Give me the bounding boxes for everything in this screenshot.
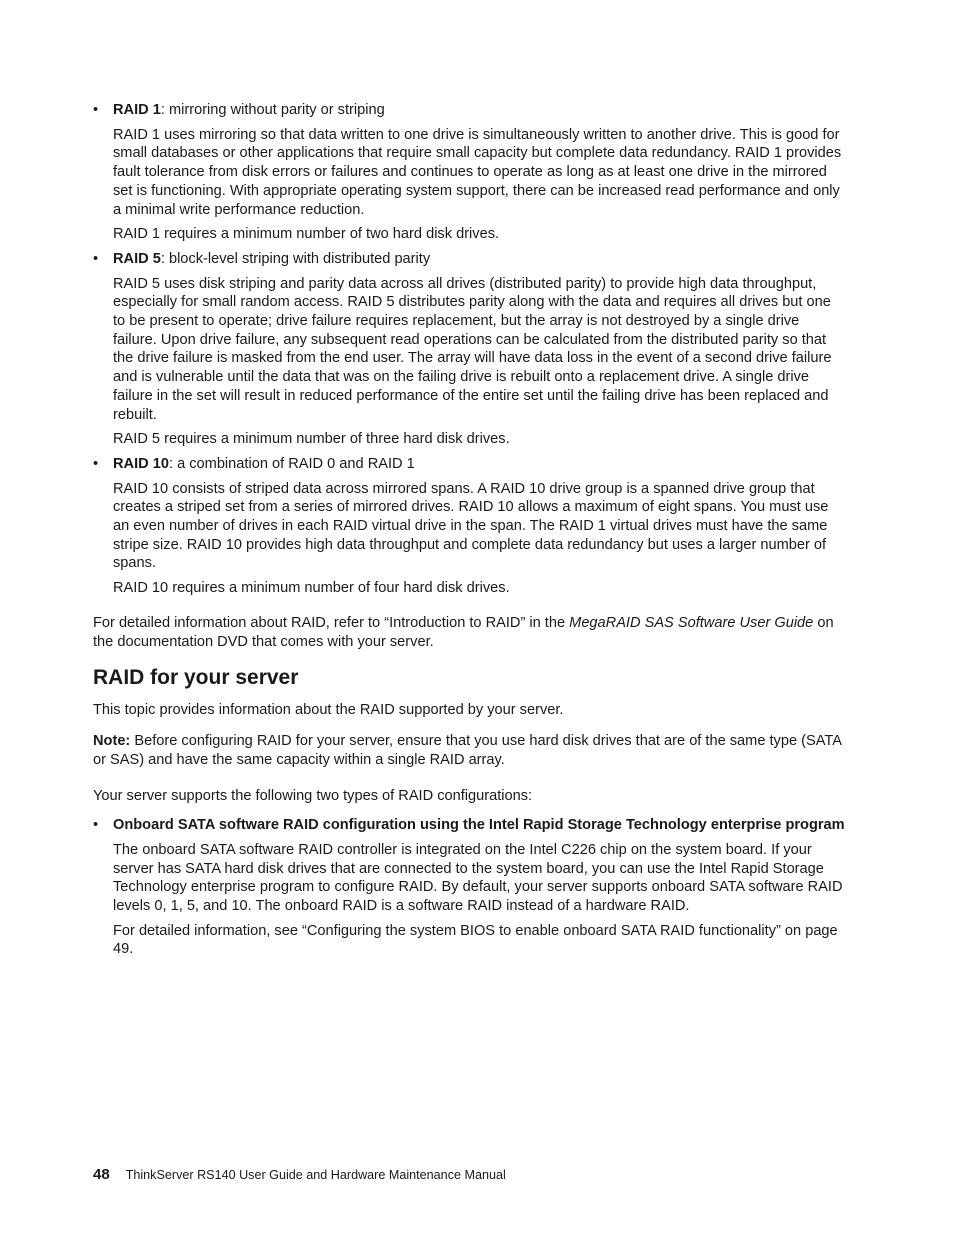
bullet-icon: • — [93, 102, 99, 118]
note-text: Before configuring RAID for your server, ensure that you use hard disk drives that are of the same type (SATA or SAS) and have the same capacity within a single RAID array. — [93, 732, 842, 768]
page-footer — [93, 1166, 506, 1183]
reference-text-end: on the documentation DVD that comes with your server. — [93, 614, 834, 650]
raid-level-summary: : mirroring without parity or striping — [160, 102, 385, 118]
section-intro: This topic provides information about the RAID supported by your server. — [93, 702, 564, 719]
bullet-icon: • — [93, 817, 99, 834]
note-label: Note: — [93, 732, 131, 749]
supports-text: Your server supports the following two types of RAID configurations: — [93, 788, 533, 805]
raid-level-name: RAID 1 — [113, 102, 161, 118]
raid-level-name: RAID 10 — [113, 455, 169, 472]
manual-title: ThinkServer RS140 User Guide and Hardware Maintenance Manual — [125, 1168, 506, 1182]
page-content — [93, 101, 845, 965]
reference-book-title: MegaRAID SAS Software User Guide — [569, 614, 814, 631]
bullet-icon: • — [93, 250, 99, 267]
raid-config-more-info: For detailed information, see “Configuring the system BIOS to enable onboard SATA RAID functionality” on page 49. — [113, 922, 838, 958]
bullet-icon: • — [93, 455, 99, 472]
section-heading: RAID for your server — [93, 666, 299, 690]
raid-level-requirement: RAID 1 requires a minimum number of two hard disk drives. — [113, 226, 500, 243]
raid-level-description: RAID 1 uses mirroring so that data written to one drive is simultaneously written to another drive. This is good for small databases or other applications that require small capacity but complete data redundancy. RAID 1 provides fault tolerance from disk errors or failures and continues to operate as long as at least one drive in the mirrored set is functioning. With appropriate operating system support, there can be increased read performance and only a minimal write performance reduction. — [113, 126, 842, 218]
reference-text: For detailed information about RAID, refer to “Introduction to RAID” in the — [93, 614, 570, 631]
raid-level-summary: : a combination of RAID 0 and RAID 1 — [168, 455, 415, 472]
page-number: 48 — [93, 1166, 110, 1183]
raid-level-name: RAID 5 — [113, 250, 161, 267]
raid-config-description: The onboard SATA software RAID controller is integrated on the Intel C226 chip on the system board. If your server has SATA hard disk drives that are connected to the system board, you can use the Intel Rapid Storage Technology enterprise program to configure RAID. By default, your server supports onboard SATA software RAID levels 0, 1, 5, and 10. The onboard RAID is a software RAID instead of a hardware RAID. — [113, 841, 843, 914]
raid-level-heading — [113, 455, 845, 474]
raid-config-title: Onboard SATA software RAID configuration using the Intel Rapid Storage Technology enterprise program — [113, 817, 845, 834]
raid-level-heading — [113, 250, 845, 269]
raid-level-item — [93, 101, 845, 244]
raid-reference-paragraph — [93, 614, 845, 651]
raid-level-heading — [113, 101, 845, 120]
raid-level-item — [93, 250, 845, 449]
note-paragraph — [93, 732, 845, 769]
raid-config-item — [93, 816, 845, 959]
raid-level-requirement: RAID 10 requires a minimum number of four hard disk drives. — [113, 580, 510, 597]
raid-level-description: RAID 5 uses disk striping and parity data across all drives (distributed parity) to provide high data throughput, especially for small random access. RAID 5 distributes parity along with the data and requires all drives but one to be present to operate; drive failure requires replacement, but the array is not destroyed by a single drive failure. Upon drive failure, any subsequent read operations can be calculated from the distributed parity so that the drive failure is masked from the end user. The array will have data loss in the event of a second drive failure and is vulnerable until the data that was on the failing drive is rebuilt onto a replacement drive. A single drive failure in the set will result in reduced performance of the entire set until the failing drive has been replaced and rebuilt. — [113, 275, 832, 423]
raid-level-summary: : block-level striping with distributed parity — [160, 250, 431, 267]
raid-level-item — [93, 455, 845, 598]
raid-level-requirement: RAID 5 requires a minimum number of three hard disk drives. — [113, 431, 510, 448]
raid-level-description: RAID 10 consists of striped data across mirrored spans. A RAID 10 drive group is a spanned drive group that creates a striped set from a series of mirrored drives. RAID 10 allows a maximum of eight spans. You must use an even number of drives in each RAID virtual drive in the span. The RAID 1 virtual drives must have the same stripe size. RAID 10 provides high data throughput and complete data redundancy but uses a larger number of spans. — [113, 480, 829, 572]
